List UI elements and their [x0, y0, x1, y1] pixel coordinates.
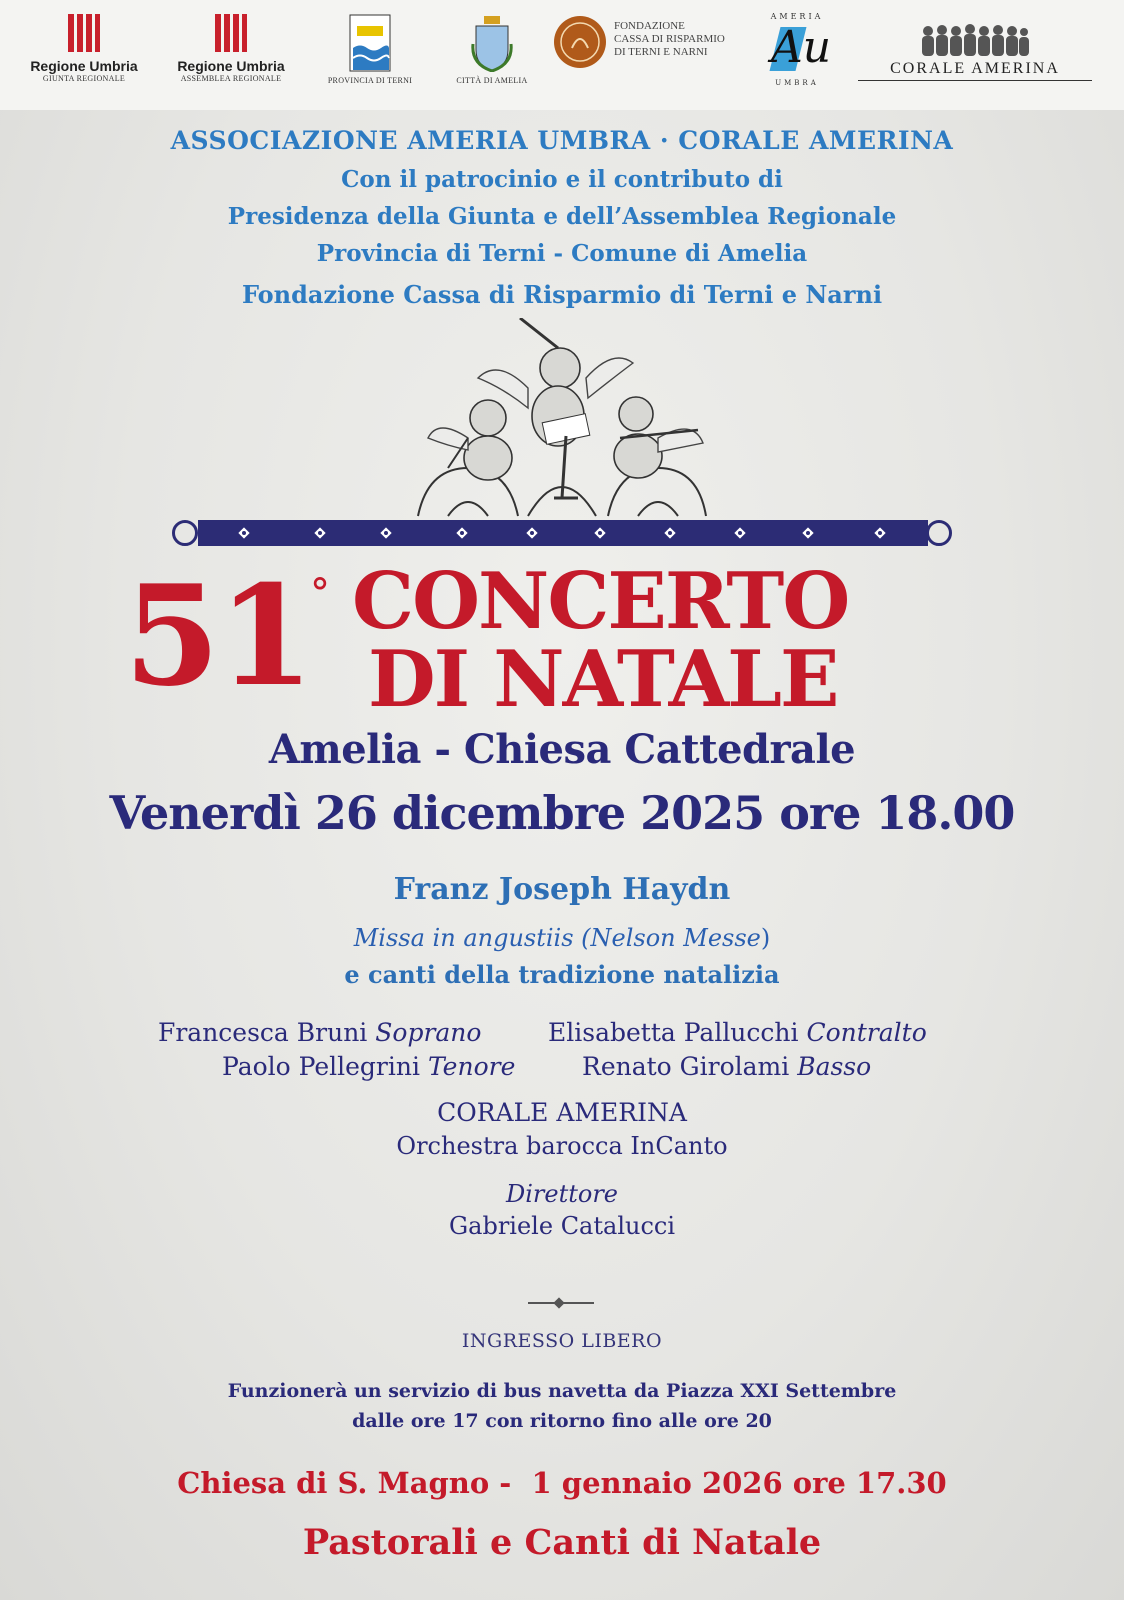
fondazione-line-3: DI TERNI E NARNI [614, 46, 708, 58]
choir-name: CORALE AMERINA [437, 1098, 687, 1127]
corale-amerina-logo [858, 22, 1092, 81]
soloist-role: Tenore [427, 1052, 516, 1081]
soloist-role: Contralto [806, 1018, 927, 1047]
title-concerto: CONCERTO [352, 556, 849, 647]
work-title: Missa in angustiis (Nelson Messe [353, 924, 761, 952]
fondazione-line-1: FONDAZIONE [614, 20, 685, 32]
decorative-banner [198, 520, 928, 546]
second-event-title: Pastorali e Canti di Natale [302, 1522, 822, 1563]
banner-ornament [874, 527, 886, 539]
amelia-coat-of-arms-icon [471, 14, 513, 72]
director-name: Gabriele Catalucci [448, 1212, 676, 1240]
provincia-caption: PROVINCIA DI TERNI [327, 76, 413, 85]
regione-umbria-name: Regione Umbria [177, 58, 285, 74]
composer-name: Franz Joseph Haydn [393, 872, 731, 907]
soloist-name: Paolo Pellegrini [222, 1052, 420, 1081]
corale-amerina-wordmark: CORALE AMERINA [858, 60, 1092, 81]
banner-right-scroll [926, 520, 952, 546]
regione-umbria-assemblea-logo [168, 14, 294, 83]
soloist-name: Renato Girolami [582, 1052, 790, 1081]
degree-sign: ° [310, 571, 330, 617]
choir-silhouettes-icon [920, 22, 1030, 56]
ameria-label: AMERIA [770, 12, 824, 21]
soloist-role: Basso [797, 1052, 872, 1081]
soloist-role: Soprano [375, 1018, 482, 1047]
giunta-regionale-caption: GIUNTA REGIONALE [42, 74, 126, 83]
banner-ornament [734, 527, 746, 539]
regione-umbria-giunta-logo [22, 14, 146, 83]
title-di-natale: DI NATALE [368, 634, 838, 725]
ameria-monogram: Au [771, 22, 832, 73]
patronage-provincia-comune: Provincia di Terni - Comune di Amelia [316, 240, 808, 267]
provincia-terni-shield-icon [349, 14, 391, 72]
banner-ornament [594, 527, 606, 539]
soloist-name: Francesca Bruni [158, 1018, 368, 1047]
soloist-soprano [158, 1018, 481, 1047]
banner-ornament [664, 527, 676, 539]
umbra-label: UMBRA [775, 79, 819, 87]
ornamental-separator [528, 1299, 594, 1307]
association-heading: ASSOCIAZIONE AMERIA UMBRA · CORALE AMERINA [170, 126, 954, 155]
fondazione-seal-icon [552, 14, 608, 70]
soloist-contralto [548, 1018, 927, 1047]
banner-ornament [456, 527, 468, 539]
banner-ornament [380, 527, 392, 539]
director-label: Direttore [505, 1180, 618, 1208]
provincia-terni-logo [318, 14, 422, 85]
banner-ornament [238, 527, 250, 539]
cherubs-engraving-illustration [408, 318, 716, 518]
banner-ornament [526, 527, 538, 539]
work-title-close: ) [760, 924, 771, 952]
patronage-fondazione: Fondazione Cassa di Risparmio di Terni e Narni [241, 280, 883, 309]
banner-left-scroll [172, 520, 198, 546]
soloist-name: Elisabetta Pallucchi [548, 1018, 799, 1047]
citta-caption: CITTÀ DI AMELIA [456, 76, 528, 85]
sponsor-logos-bar [0, 0, 1124, 110]
work-title-line [0, 924, 1124, 952]
regione-umbria-name: Regione Umbria [30, 58, 138, 74]
soloist-tenore [222, 1052, 515, 1081]
banner-ornament [314, 527, 326, 539]
edition-number: 51 [124, 554, 313, 717]
citta-amelia-logo [440, 14, 544, 85]
soloist-basso [582, 1052, 871, 1081]
second-event-line: Chiesa di S. Magno - 1 gennaio 2026 ore 17.30 [177, 1466, 947, 1500]
patronage-line: Con il patrocinio e il contributo di [341, 166, 783, 193]
orchestra-name: Orchestra barocca InCanto [396, 1132, 728, 1160]
program-extra: e canti della tradizione natalizia [344, 960, 780, 989]
fondazione-line-2: CASSA DI RISPARMIO [614, 33, 725, 45]
banner-ornament [802, 527, 814, 539]
regione-umbria-emblem-icon [215, 14, 247, 52]
assemblea-regionale-caption: ASSEMBLEA REGIONALE [180, 74, 282, 83]
entry-info: INGRESSO LIBERO [461, 1330, 663, 1352]
patronage-regione: Presidenza della Giunta e dell’Assemblea Regionale [227, 203, 897, 230]
bus-info-line-1: Funzionerà un servizio di bus navetta da Piazza XXI Settembre [227, 1380, 897, 1402]
regione-umbria-emblem-icon [68, 14, 100, 52]
ameria-umbra-logo [764, 12, 830, 87]
bus-info-line-2: dalle ore 17 con ritorno fino alle ore 20 [352, 1410, 772, 1432]
event-venue: Amelia - Chiesa Cattedrale [268, 726, 856, 773]
event-datetime: Venerdì 26 dicembre 2025 ore 18.00 [109, 786, 1015, 840]
fondazione-carit-logo [552, 14, 742, 70]
